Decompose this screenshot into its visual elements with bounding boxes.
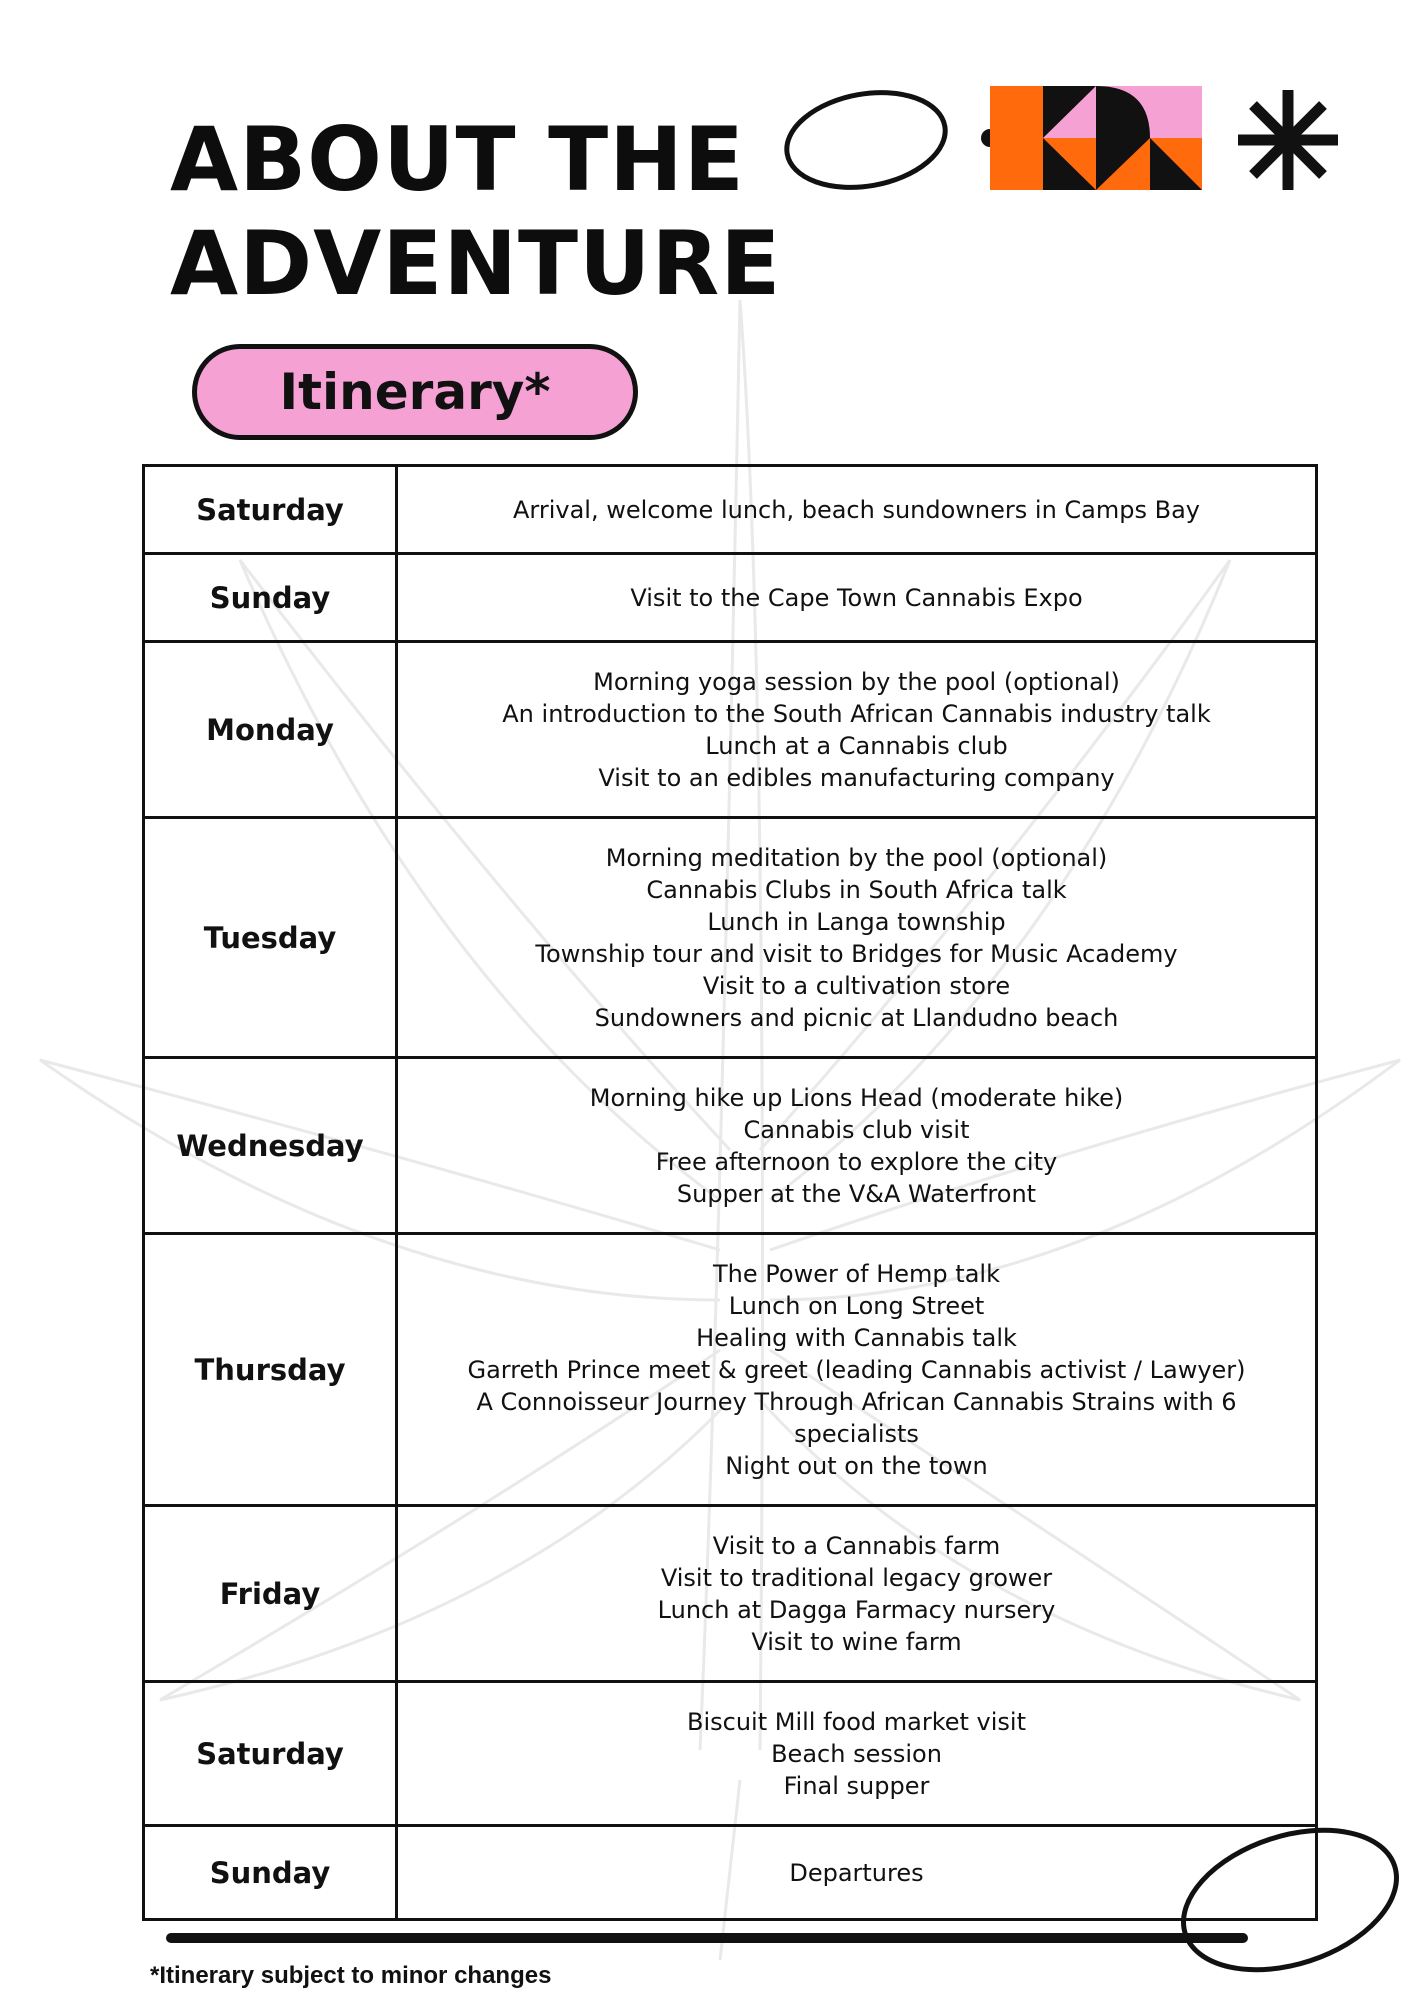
- activity-item: Visit to the Cape Town Cannabis Expo: [630, 583, 1083, 612]
- activity-item: Visit to an edibles manufacturing company: [598, 763, 1115, 792]
- table-row: [144, 818, 1317, 1058]
- activity-item: Morning yoga session by the pool (optional): [593, 667, 1120, 696]
- activity-item: Final supper: [783, 1771, 930, 1800]
- activity-item: Morning hike up Lions Head (moderate hike): [589, 1083, 1124, 1112]
- activity-item: A Connoisseur Journey Through African Cannabis Strains with 6 specialists: [476, 1387, 1237, 1448]
- activity-item: Visit to a Cannabis farm: [712, 1531, 1001, 1560]
- day-cell: Wednesday: [144, 1058, 397, 1234]
- table-row: [144, 466, 1317, 554]
- activity-item: Cannabis club visit: [743, 1115, 970, 1144]
- activity-item: Garreth Prince meet & greet (leading Cannabis activist / Lawyer): [467, 1355, 1246, 1384]
- table-row: [144, 642, 1317, 818]
- footnote: *Itinerary subject to minor changes: [150, 1962, 552, 1989]
- activity-item: Supper at the V&A Waterfront: [676, 1179, 1037, 1208]
- activities-cell: [397, 554, 1317, 642]
- page-title-line-2: ADVENTURE: [170, 212, 782, 315]
- activities-cell: [397, 1682, 1317, 1826]
- activities-cell: [397, 1058, 1317, 1234]
- activity-item: Arrival, welcome lunch, beach sundowners in Camps Bay: [513, 495, 1200, 524]
- day-cell: Friday: [144, 1506, 397, 1682]
- activity-item: Lunch at a Cannabis club: [705, 731, 1008, 760]
- activity-item: Beach session: [771, 1739, 942, 1768]
- table-row: [144, 554, 1317, 642]
- activity-item: Departures: [789, 1858, 924, 1887]
- activity-item: Lunch on Long Street: [728, 1291, 985, 1320]
- table-row: [144, 1506, 1317, 1682]
- table-row: [144, 1826, 1317, 1920]
- activity-item: Lunch in Langa township: [707, 907, 1006, 936]
- activity-item: Lunch at Dagga Farmacy nursery: [657, 1595, 1056, 1624]
- activity-item: Morning meditation by the pool (optional): [605, 843, 1108, 872]
- activities-cell: [397, 642, 1317, 818]
- activities-cell: [397, 466, 1317, 554]
- table-row: [144, 1058, 1317, 1234]
- activities-cell: [397, 1826, 1317, 1920]
- geometric-pattern-icon: [981, 86, 1202, 190]
- activity-item: Biscuit Mill food market visit: [686, 1707, 1027, 1736]
- activity-item: Visit to a cultivation store: [702, 971, 1011, 1000]
- activity-item: Sundowners and picnic at Llandudno beach: [594, 1003, 1119, 1032]
- activity-item: Free afternoon to explore the city: [655, 1147, 1058, 1176]
- activity-item: Night out on the town: [725, 1451, 988, 1480]
- day-cell: Sunday: [144, 554, 397, 642]
- activity-item: An introduction to the South African Cannabis industry talk: [502, 699, 1211, 728]
- page-title-line-1: ABOUT THE: [170, 108, 745, 211]
- page-title: [170, 108, 781, 316]
- day-cell: Saturday: [144, 1682, 397, 1826]
- day-cell: Monday: [144, 642, 397, 818]
- activities-cell: [397, 818, 1317, 1058]
- itinerary-badge-label: Itinerary*: [279, 363, 551, 421]
- bottom-divider: [166, 1933, 1248, 1943]
- activity-item: The Power of Hemp talk: [713, 1259, 1000, 1288]
- day-cell: Sunday: [144, 1826, 397, 1920]
- activities-cell: [397, 1234, 1317, 1506]
- day-cell: Saturday: [144, 466, 397, 554]
- activity-item: Visit to wine farm: [751, 1627, 962, 1656]
- activity-item: Township tour and visit to Bridges for Music Academy: [535, 939, 1178, 968]
- table-row: [144, 1234, 1317, 1506]
- activity-item: Cannabis Clubs in South Africa talk: [646, 875, 1067, 904]
- activity-item: Healing with Cannabis talk: [696, 1323, 1017, 1352]
- asterisk-icon: [1238, 90, 1338, 190]
- itinerary-table: [142, 464, 1318, 1921]
- itinerary-badge: [192, 344, 638, 440]
- itinerary-table-body: [144, 466, 1317, 1920]
- activities-cell: [397, 1506, 1317, 1682]
- table-row: [144, 1682, 1317, 1826]
- ellipse-outline-icon: [779, 81, 953, 199]
- day-cell: Tuesday: [144, 818, 397, 1058]
- activity-item: Visit to traditional legacy grower: [660, 1563, 1053, 1592]
- day-cell: Thursday: [144, 1234, 397, 1506]
